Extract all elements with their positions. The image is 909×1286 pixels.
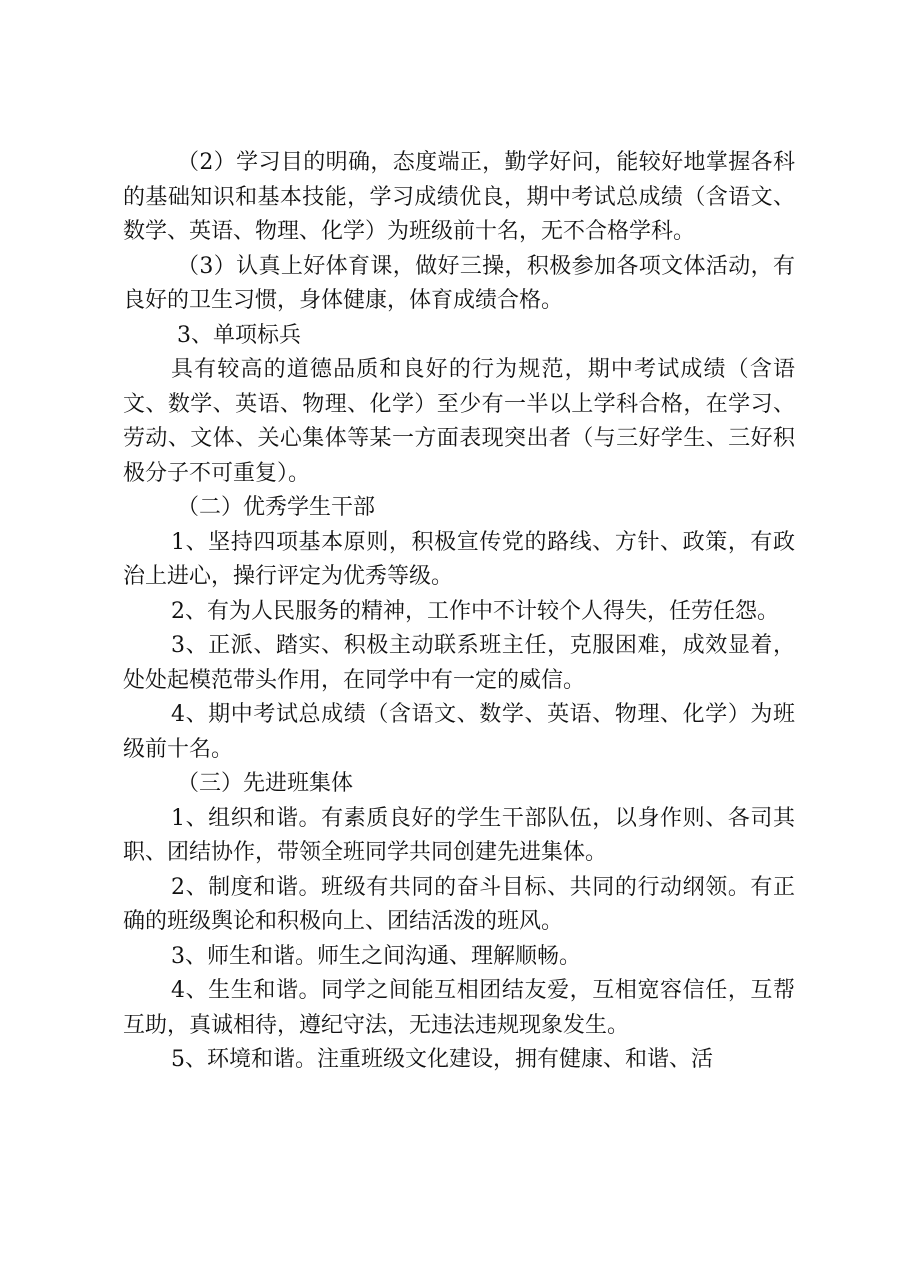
paragraph-single-item-criteria: 具有较高的道德品质和良好的行为规范，期中考试成绩（含语文、数学、英语、物理、化学）至少有一半以上学科合格，在学习、劳动、文体、关心集体等某一方面表现突出者（与三好学生、三好积极分子不可重复）。 — [123, 357, 795, 486]
paragraph-physical-education: （3）认真上好体育课，做好三操，积极参加各项文体活动，有良好的卫生习惯，身体健康，体育成绩合格。 — [123, 253, 795, 313]
paragraph-cadre-4: 4、期中考试总成绩（含语文、数学、英语、物理、化学）为班级前十名。 — [123, 702, 795, 762]
paragraph-cadre-3: 3、正派、踏实、积极主动联系班主任，克服困难，成效显着，处处起模范带头作用，在同学中有一定的威信。 — [123, 633, 795, 693]
paragraph-class-1: 1、组织和谐。有素质良好的学生干部队伍，以身作则、各司其职、团结协作，带领全班同学共同创建先进集体。 — [123, 805, 795, 865]
paragraph-class-4: 4、生生和谐。同学之间能互相团结友爱，互相宽容信任，互帮互助，真诚相待，遵纪守法，无违法违规现象发生。 — [123, 978, 795, 1038]
heading-excellent-cadre: （二）优秀学生干部 — [177, 495, 376, 520]
paragraph-study-goals: （2）学习目的明确，态度端正，勤学好问，能较好地掌握各科的基础知识和基本技能，学习成绩优良，期中考试总成绩（含语文、数学、英语、物理、化学）为班级前十名，无不合格学科。 — [123, 150, 795, 244]
heading-single-item-model: 3、单项标兵 — [177, 322, 301, 348]
paragraph-cadre-1: 1、坚持四项基本原则，积极宣传党的路线、方针、政策，有政治上进心，操行评定为优秀等级。 — [123, 529, 795, 589]
paragraph-class-3: 3、师生和谐。师生之间沟通、理解顺畅。 — [171, 943, 581, 969]
paragraph-cadre-2: 2、有为人民服务的精神，工作中不计较个人得失，任劳任怨。 — [171, 598, 779, 624]
paragraph-class-5: 5、环境和谐。注重班级文化建设，拥有健康、和谐、活 — [171, 1047, 713, 1072]
paragraph-class-2: 2、制度和谐。班级有共同的奋斗目标、共同的行动纲领。有正确的班级舆论和积极向上、团结活泼的班风。 — [123, 874, 795, 934]
document-body — [123, 146, 795, 1078]
heading-advanced-class: （三）先进班集体 — [177, 771, 354, 796]
